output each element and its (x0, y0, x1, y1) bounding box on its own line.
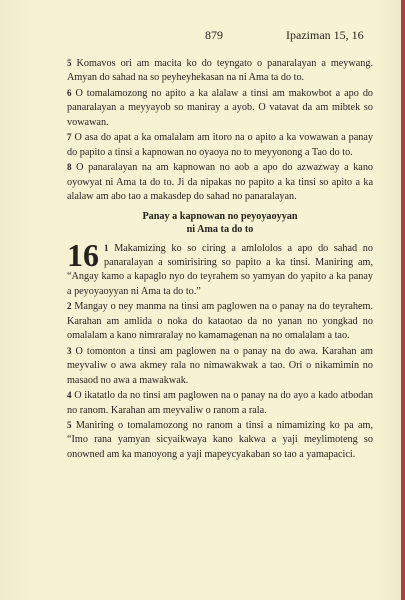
verse-text: O panaralayan na am kapnowan no aob a apo do azwazway a kano oyowyat ni Ama ta do to. Ji da nipakas no papito a ka tinsi so apito a ka alalaw am abo tao a makasdep do sahad no panaralayan. (67, 162, 374, 203)
verse-text: Maniring o tomalamozong no ranom a tinsi a nimamizing ko pa am, “Imo rana yamyan sicyaikwaya kano kakwa a yaji meylimoteng so onowned am ka manoyong a yaji mapeycyakaban so tao a yamapacici. (67, 419, 373, 460)
verse-16-4 (67, 388, 373, 418)
page-edge (401, 0, 405, 600)
verse-text: Makamizing ko so ciring a amlololos a apo do sahad no panaralayan a somirisiring so papito a ka tinsi. Maniring am, “Angay kamo a kapaglo nyo do teyrahem so yamyan do yapito a ka panay a peyoyaoyyan ni Ama ta do to.” (67, 242, 373, 297)
verse-16-5 (67, 418, 373, 462)
chapter-number: 16 (67, 236, 99, 273)
verse-number: 1 (104, 242, 109, 253)
verse-number: 5 (67, 419, 72, 430)
verse-number: 5 (67, 58, 72, 68)
verse-16-1 (67, 236, 373, 300)
verse-text: O asa do apat a ka omalalam am itoro na o apito a ka vowawan a panay do papito a tinsi a kapnowan no oyaoya no to meyyonong a Tao do to. (67, 132, 373, 158)
section-heading (67, 210, 373, 237)
verse-number: 6 (67, 87, 72, 98)
verse-text: Mangay o ney manma na tinsi am paglowen na o panay na do teyrahem. Karahan am amlida o noka do kataotao da no yanan no yongkad no omalalam a kano nimraralay no kamamagenan na no omalalam a tao. (67, 301, 374, 342)
verse-15-8 (67, 160, 373, 204)
verse-number: 3 (67, 345, 72, 356)
section-heading-line-1: Panay a kapnowan no peyoyaoyyan (142, 210, 298, 222)
verse-15-7 (67, 130, 373, 160)
body-text (67, 56, 373, 462)
verse-15-6 (67, 86, 373, 130)
page-number: 879 (205, 28, 223, 42)
verse-16-2 (67, 299, 373, 343)
verse-text: O tomalamozong no apito a ka alalaw a tinsi am makowbot a apo do panaralayan a meyyayob so maniray a ayob. O vatavat da am mibtek so vowawan. (67, 87, 374, 128)
verse-16-3 (67, 344, 373, 388)
running-head: Ipaziman 15, 16 (286, 28, 364, 42)
verse-text: O tomonton a tinsi am paglowen na o panay na do awa. Karahan am meyvaliw o awa akmey rala no nimawakwak a tao. Ori o nikamimin no masaod no awa a mawakwak. (67, 345, 373, 386)
verse-text: Komavos ori am macita ko do teyngato o panaralayan a meywang. Amyan do sahad na so peyheyhekasan na ni Ama ta do to. (67, 58, 374, 84)
verse-number: 2 (67, 301, 72, 312)
verse-number: 7 (67, 132, 72, 143)
verse-number: 4 (67, 390, 72, 401)
section-heading-line-2: ni Ama ta do to (186, 224, 254, 236)
page-header (0, 28, 405, 44)
verse-number: 8 (67, 162, 72, 173)
verse-text: O ikatatlo da no tinsi am paglowen na o panay na do ayo a kado atbodan no ranom. Karahan am meyvaliw o ranom a rala. (67, 390, 374, 416)
verse-15-5 (67, 56, 373, 86)
